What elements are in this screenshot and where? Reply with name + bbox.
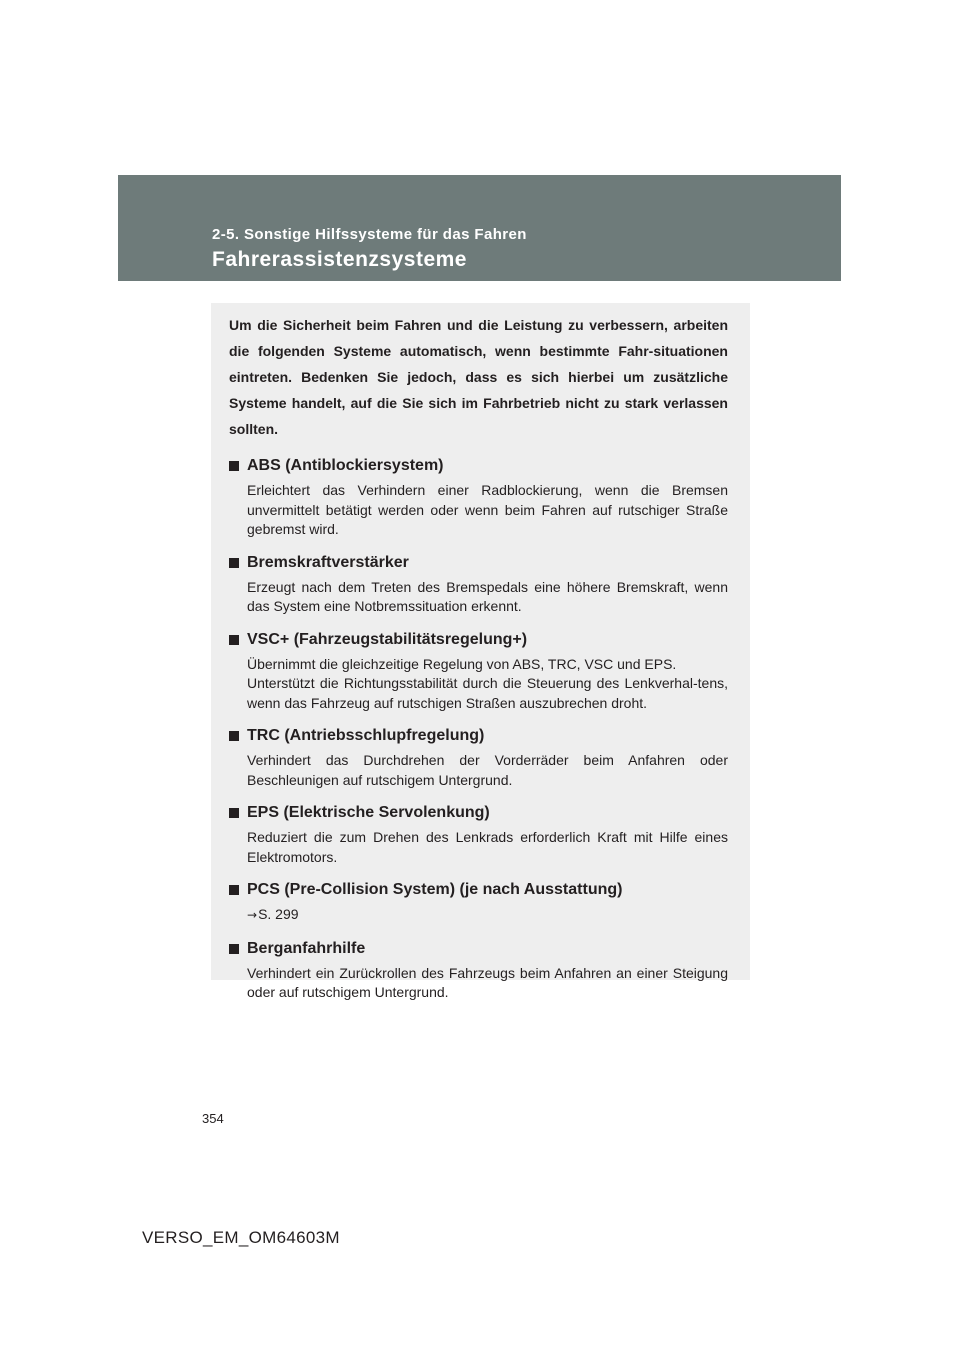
feature-description: Reduziert die zum Drehen des Lenkrads erforderlich Kraft mit Hilfe eines Elektromotors. [247,829,728,865]
square-bullet-icon [229,808,239,818]
feature-description: Erleichtert das Verhindern einer Radblockierung, wenn die Bremsen unvermittelt betätigt werden oder wenn beim Fahren auf rutschiger Straße gebremst wird. [247,482,728,537]
feature-description: Verhindert ein Zurückrollen des Fahrzeugs beim Anfahren an einer Steigung oder auf rutschigem Untergrund. [247,964,728,1000]
feature-description: Erzeugt nach dem Treten des Bremspedals eine höhere Bremskraft, wenn das System eine Notbremssituation erkennt. [247,578,728,614]
page-title: Fahrerassistenzsysteme [212,248,467,271]
feature-title-text: EPS (Elektrische Servolenkung) [247,804,490,821]
square-bullet-icon [229,731,239,741]
feature-berganfahrhilfe [229,938,728,1003]
square-bullet-icon [229,558,239,568]
square-bullet-icon [229,885,239,895]
feature-description: Unterstützt die Richtungsstabilität durch die Steuerung des Lenkverhal-tens, wenn das Fahrzeug auf rutschigen Straßen auszubrechen droht. [247,675,728,711]
feature-title-text: ABS (Antiblockiersystem) [247,457,444,474]
feature-vsc [229,629,728,714]
feature-title-text: Bremskraftverstärker [247,553,409,571]
feature-description: Verhindert das Durchdrehen der Vorderräder beim Anfahren oder Beschleunigen auf rutschigem Untergrund. [247,752,728,788]
feature-pcs [229,879,728,926]
feature-title-text: VSC+ (Fahrzeugstabilitätsregelung+) [247,630,528,648]
feature-title [229,725,728,747]
square-bullet-icon [229,461,239,471]
square-bullet-icon [229,944,239,954]
square-bullet-icon [229,635,239,645]
feature-bremskraftverstaerker [229,552,728,617]
feature-title-text: Berganfahrhilfe [247,939,366,957]
feature-title-text: TRC (Antriebsschlupfregelung) [247,727,485,744]
feature-abs [229,455,728,540]
section-header [118,175,841,281]
feature-title [229,552,728,574]
arrow-right-icon: → [247,908,258,922]
page-number: 354 [202,1111,224,1126]
feature-title [229,802,728,824]
page-reference [247,905,728,926]
page-reference-text: S. 299 [258,906,299,922]
intro-text: Um die Sicherheit beim Fahren und die Leistung zu verbessern, arbeiten die folgenden Systeme automatisch, wenn bestimmte Fahr-situationen eintreten. Bedenken Sie jedoch, dass es sich hierbei um zusätzliche Systeme handelt, auf die Sie sich im Fahrbetrieb nicht zu stark verlassen sollten. [229,317,728,437]
feature-trc [229,725,728,790]
feature-title-text: PCS (Pre-Collision System) (je nach Ausstattung) [247,881,623,898]
feature-title [229,629,728,651]
feature-description: Übernimmt die gleichzeitige Regelung von ABS, TRC, VSC und EPS. [247,655,677,672]
feature-title [229,455,728,477]
content-box [211,303,750,1000]
section-label: 2-5. Sonstige Hilfssysteme für das Fahren [212,226,527,243]
feature-title [229,938,728,960]
feature-title [229,879,728,901]
footer-code: VERSO_EM_OM64603M [142,1228,340,1247]
feature-eps [229,802,728,867]
